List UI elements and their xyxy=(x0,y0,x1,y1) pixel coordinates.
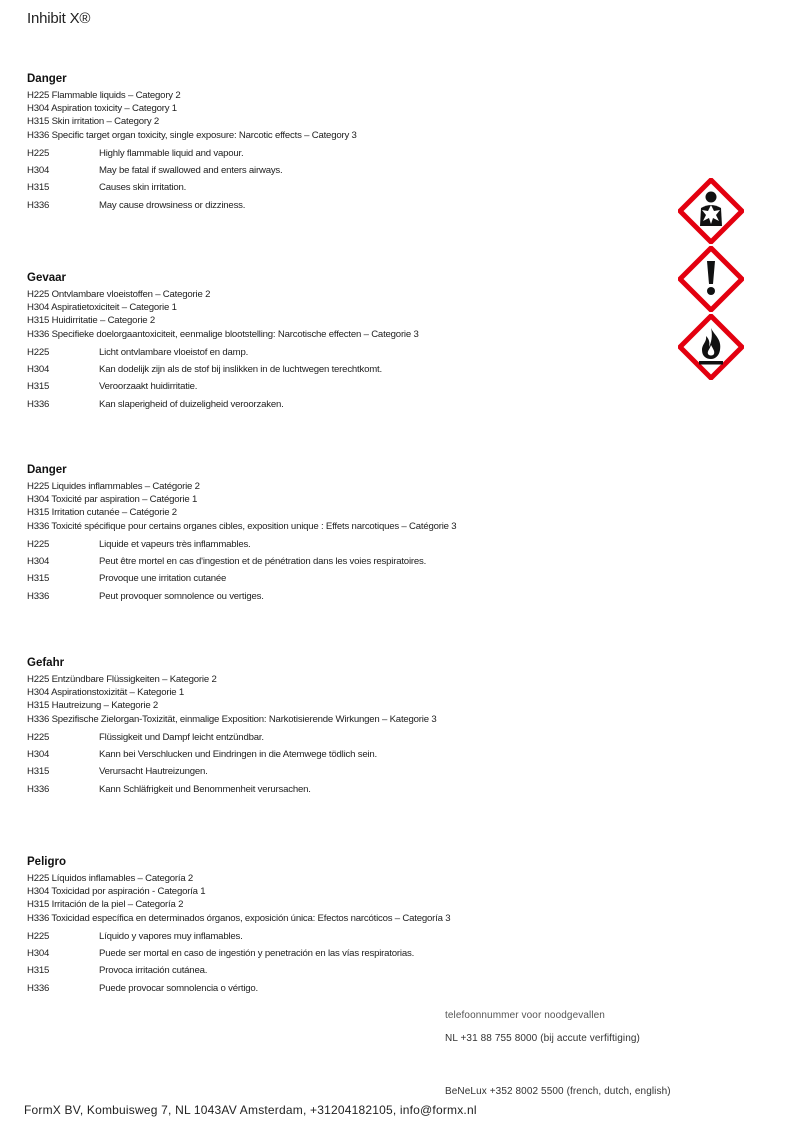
hazard-statement-row xyxy=(27,344,667,361)
hazard-statement-row xyxy=(27,729,667,746)
signal-word: Gefahr xyxy=(27,657,65,669)
hazard-text: May be fatal if swallowed and enters airways. xyxy=(99,165,283,177)
section-german xyxy=(27,657,667,798)
hazard-code: H315 xyxy=(27,381,50,393)
hazard-code: H304 xyxy=(27,364,50,376)
hazard-statements xyxy=(27,344,667,413)
hazard-text: May cause drowsiness or dizziness. xyxy=(99,199,246,211)
hazard-text: Liquide et vapeurs très inflammables. xyxy=(99,538,251,550)
hazard-code: H336 xyxy=(27,590,50,602)
signal-word: Gevaar xyxy=(27,272,67,284)
hazard-statement-row xyxy=(27,396,667,413)
ghs-pictograms xyxy=(678,178,744,382)
hazard-code: H225 xyxy=(27,147,50,159)
hazard-text: Veroorzaakt huidirritatie. xyxy=(99,381,198,393)
hazard-code: H336 xyxy=(27,199,50,211)
hazard-statement-row xyxy=(27,536,667,553)
classification-line: H225 Ontvlambare vloeistoffen – Categorie 2 xyxy=(27,289,211,300)
classification-line: H304 Toxicidad por aspiración - Categoría 1 xyxy=(27,886,206,898)
classification-line: H304 Aspiration toxicity – Category 1 xyxy=(27,103,177,115)
hazard-code: H304 xyxy=(27,948,50,960)
hazard-statement-row xyxy=(27,746,667,763)
hazard-code: H225 xyxy=(27,346,50,358)
section-french xyxy=(27,464,667,605)
hazard-statement-row xyxy=(27,197,667,214)
classification-line: H336 Toxicité spécifique pour certains organes cibles, exposition unique : Effets narcotiques – Catégorie 3 xyxy=(27,520,457,532)
hazard-text: Provoca irritación cutánea. xyxy=(99,965,208,977)
hazard-text: Licht ontvlambare vloeistof en damp. xyxy=(99,346,249,358)
hazard-statement-row xyxy=(27,570,667,587)
company-footer: FormX BV, Kombuisweg 7, NL 1043AV Amsterdam, +31204182105, info@formx.nl xyxy=(24,1103,477,1117)
classification-line: H336 Spezifische Zielorgan-Toxizität, einmalige Exposition: Narkotisierende Wirkungen – Kategorie 3 xyxy=(27,713,437,725)
classification-line: H315 Hautreizung – Kategorie 2 xyxy=(27,700,159,712)
hazard-statements xyxy=(27,145,667,214)
hazard-text: Kan slaperigheid of duizeligheid veroorzaken. xyxy=(99,398,284,410)
hazard-text: Líquido y vapores muy inflamables. xyxy=(99,930,243,942)
classification-line: H225 Liquides inflammables – Catégorie 2 xyxy=(27,481,200,492)
classification-line: H304 Aspiratietoxiciteit – Categorie 1 xyxy=(27,302,177,314)
emergency-label: telefoonnummer voor noodgevallen xyxy=(445,1010,605,1021)
hazard-code: H225 xyxy=(27,731,50,743)
hazard-statement-row xyxy=(27,588,667,605)
hazard-text: Kann bei Verschlucken und Eindringen in die Atemwege tödlich sein. xyxy=(99,749,377,761)
classification-line: H304 Aspirationstoxizität – Kategorie 1 xyxy=(27,687,184,699)
hazard-statement-row xyxy=(27,781,667,798)
hazard-text: Causes skin irritation. xyxy=(99,182,187,194)
hazard-statement-row xyxy=(27,980,667,997)
signal-word: Peligro xyxy=(27,856,66,868)
hazard-text: Kan dodelijk zijn als de stof bij inslikken in de luchtwegen terechtkomt. xyxy=(99,364,382,376)
hazard-code: H315 xyxy=(27,965,50,977)
signal-word: Danger xyxy=(27,73,67,85)
emergency-phone-nl: NL +31 88 755 8000 (bij accute verfiftiging) xyxy=(445,1033,640,1044)
exclamation-mark-icon xyxy=(678,246,744,312)
classification-line: H225 Entzündbare Flüssigkeiten – Kategorie 2 xyxy=(27,674,217,685)
hazard-statement-row xyxy=(27,162,667,179)
flame-icon xyxy=(678,314,744,380)
section-dutch xyxy=(27,272,667,413)
hazard-text: Flüssigkeit und Dampf leicht entzündbar. xyxy=(99,731,264,743)
hazard-code: H304 xyxy=(27,749,50,761)
hazard-statement-row xyxy=(27,962,667,979)
hazard-statements xyxy=(27,729,667,798)
hazard-text: Puede ser mortal en caso de ingestión y penetración en las vías respiratorias. xyxy=(99,948,415,960)
hazard-text: Peut être mortel en cas d'ingestion et de pénétration dans les voies respiratoires. xyxy=(99,556,427,568)
hazard-statements xyxy=(27,928,667,997)
hazard-code: H304 xyxy=(27,556,50,568)
hazard-code: H336 xyxy=(27,783,50,795)
hazard-text: Puede provocar somnolencia o vértigo. xyxy=(99,982,258,994)
classification-line: H315 Huidirritatie – Categorie 2 xyxy=(27,315,155,327)
hazard-statements xyxy=(27,536,667,605)
classification-line: H315 Skin irritation – Category 2 xyxy=(27,116,160,128)
section-english xyxy=(27,73,667,214)
hazard-statement-row xyxy=(27,179,667,196)
hazard-statement-row xyxy=(27,378,667,395)
hazard-code: H315 xyxy=(27,766,50,778)
hazard-statement-row xyxy=(27,361,667,378)
classification-line: H315 Irritation cutanée – Catégorie 2 xyxy=(27,507,177,519)
hazard-code: H336 xyxy=(27,398,50,410)
hazard-statement-row xyxy=(27,928,667,945)
section-spanish xyxy=(27,856,667,997)
hazard-text: Highly flammable liquid and vapour. xyxy=(99,147,244,159)
hazard-code: H315 xyxy=(27,573,50,585)
hazard-statement-row xyxy=(27,145,667,162)
hazard-code: H225 xyxy=(27,930,50,942)
signal-word: Danger xyxy=(27,464,67,476)
classification-line: H336 Toxicidad específica en determinados órganos, exposición única: Efectos narcóticos – Categoría 3 xyxy=(27,912,451,924)
hazard-code: H225 xyxy=(27,538,50,550)
classification-line: H336 Specifieke doelorgaantoxiciteit, eenmalige blootstelling: Narcotische effecten – Categorie 3 xyxy=(27,328,419,340)
document-title: Inhibit X® xyxy=(27,10,91,27)
hazard-statement-row xyxy=(27,945,667,962)
hazard-statement-row xyxy=(27,553,667,570)
hazard-text: Kann Schläfrigkeit und Benommenheit verursachen. xyxy=(99,783,311,795)
hazard-code: H336 xyxy=(27,982,50,994)
classification-line: H336 Specific target organ toxicity, single exposure: Narcotic effects – Category 3 xyxy=(27,129,357,141)
hazard-code: H315 xyxy=(27,182,50,194)
classification-line: H225 Líquidos inflamables – Categoría 2 xyxy=(27,873,194,884)
hazard-text: Verursacht Hautreizungen. xyxy=(99,766,208,778)
hazard-code: H304 xyxy=(27,165,50,177)
health-hazard-icon xyxy=(678,178,744,244)
hazard-text: Peut provoquer somnolence ou vertiges. xyxy=(99,590,264,602)
classification-line: H225 Flammable liquids – Category 2 xyxy=(27,90,181,101)
classification-line: H315 Irritación de la piel – Categoría 2 xyxy=(27,899,184,911)
classification-line: H304 Toxicité par aspiration – Catégorie 1 xyxy=(27,494,198,506)
hazard-text: Provoque une irritation cutanée xyxy=(99,573,227,585)
emergency-phone-benelux: BeNeLux +352 8002 5500 (french, dutch, english) xyxy=(445,1086,671,1097)
hazard-statement-row xyxy=(27,763,667,780)
